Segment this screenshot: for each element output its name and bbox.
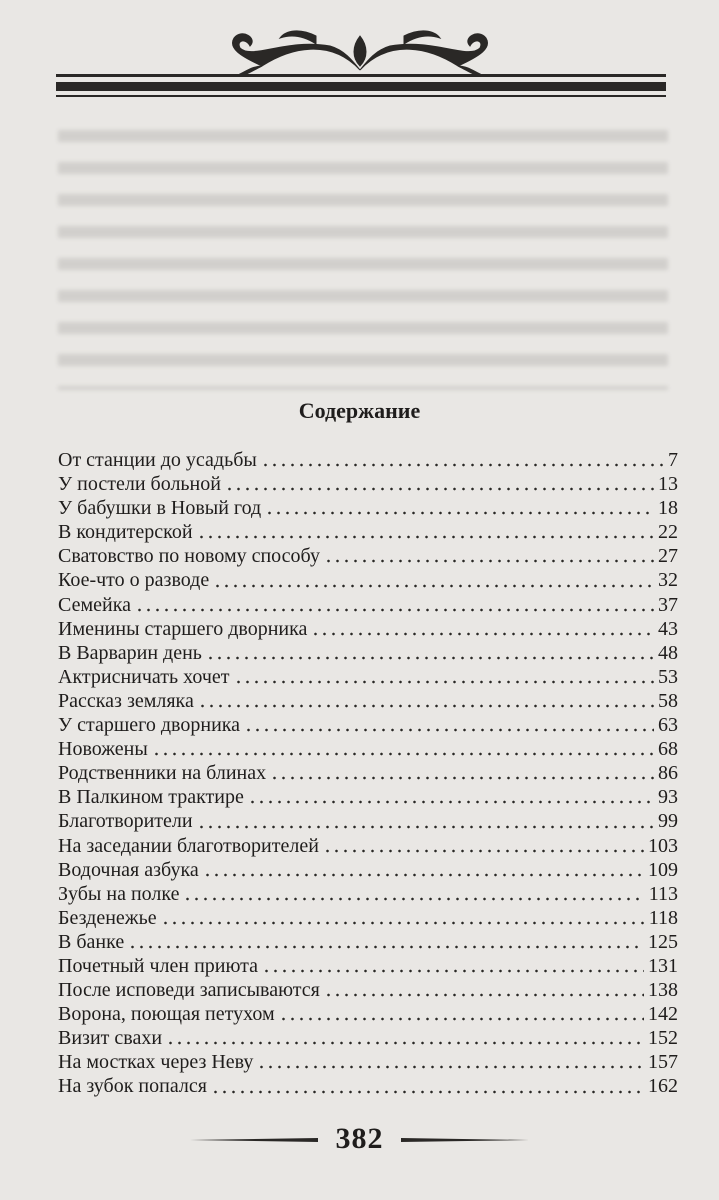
toc-entry-title: Сватовство по новому способу: [58, 545, 320, 568]
toc-entry: [58, 448, 678, 472]
dot-leader: [324, 559, 654, 563]
toc-entry: [58, 472, 678, 496]
dot-leader: [183, 897, 644, 901]
toc-entry-title: Водочная азбука: [58, 858, 199, 881]
toc-entry-title: Семейка: [58, 593, 131, 616]
dot-leader: [244, 728, 654, 732]
table-of-contents: [58, 448, 678, 1099]
toc-entry-page: 48: [658, 641, 678, 664]
toc-entry-page: 138: [648, 979, 678, 1002]
page-number-footer: [0, 1120, 719, 1160]
toc-entry: [58, 737, 678, 761]
toc-entry-title: Актрисничать хочет: [58, 665, 230, 688]
toc-entry: [58, 954, 678, 978]
toc-entry-title: На зубок попался: [58, 1075, 207, 1098]
dot-leader: [234, 680, 654, 684]
dot-leader: [197, 535, 654, 539]
dot-leader: [324, 993, 644, 997]
toc-entry-title: На заседании благотворителей: [58, 834, 319, 857]
toc-entry-page: 162: [648, 1075, 678, 1098]
toc-entry-title: У старшего дворника: [58, 714, 241, 737]
toc-entry: [58, 930, 678, 954]
toc-entry-page: 109: [648, 858, 678, 881]
toc-entry: [58, 713, 678, 737]
toc-entry: [58, 665, 678, 689]
toc-entry-title: После исповеди записываются: [58, 979, 320, 1002]
toc-entry-page: 53: [658, 665, 678, 688]
toc-entry-title: Рассказ земляка: [58, 689, 194, 712]
toc-entry: [58, 978, 678, 1002]
toc-entry-page: 63: [658, 714, 678, 737]
toc-entry-page: 118: [648, 906, 678, 929]
toc-entry-title: На мостках через Неву: [58, 1051, 254, 1074]
toc-entry-title: В кондитерской: [58, 521, 193, 544]
toc-entry: [58, 1074, 678, 1098]
toc-entry-page: 152: [648, 1027, 678, 1050]
toc-entry: [58, 906, 678, 930]
toc-entry-page: 43: [658, 617, 678, 640]
toc-entry-page: 32: [658, 569, 678, 592]
toc-entry-page: 113: [648, 882, 678, 905]
dot-leader: [261, 463, 664, 467]
page-number: 382: [335, 1122, 384, 1155]
dot-leader: [279, 1017, 644, 1021]
dot-leader: [197, 825, 654, 829]
dot-leader: [198, 704, 654, 708]
toc-entry-title: Благотворители: [58, 810, 193, 833]
toc-entry-page: 58: [658, 689, 678, 712]
toc-entry-title: В Палкином трактире: [58, 786, 244, 809]
toc-entry: [58, 809, 678, 833]
toc-entry-page: 131: [648, 954, 678, 977]
show-through-text: [58, 120, 668, 390]
dot-leader: [135, 608, 654, 612]
toc-entry-page: 99: [658, 810, 678, 833]
toc-entry-page: 27: [658, 545, 678, 568]
dot-leader: [311, 632, 654, 636]
toc-entry-page: 68: [658, 738, 678, 761]
toc-entry: [58, 544, 678, 568]
toc-entry-title: Ворона, поющая петухом: [58, 1003, 275, 1026]
toc-entry: [58, 1002, 678, 1026]
toc-entry: [58, 834, 678, 858]
toc-entry: [58, 496, 678, 520]
toc-entry-title: Новожены: [58, 738, 148, 761]
dot-leader: [225, 487, 654, 491]
toc-entry-page: 93: [658, 786, 678, 809]
toc-entry: [58, 1050, 678, 1074]
toc-entry-page: 86: [658, 762, 678, 785]
toc-entry-title: В Варварин день: [58, 641, 202, 664]
toc-entry-title: Безденежье: [58, 906, 157, 929]
toc-entry-page: 18: [658, 497, 678, 520]
dot-leader: [213, 584, 654, 588]
dot-leader: [262, 969, 644, 973]
toc-entry: [58, 568, 678, 592]
toc-entry-page: 125: [648, 930, 678, 953]
toc-entry: [58, 1026, 678, 1050]
toc-entry-title: Именины старшего дворника: [58, 617, 308, 640]
toc-entry-title: В банке: [58, 930, 125, 953]
toc-entry: [58, 785, 678, 809]
toc-entry: [58, 882, 678, 906]
dot-leader: [161, 921, 645, 925]
dot-leader: [265, 511, 654, 515]
toc-entry-title: Почетный член приюта: [58, 954, 259, 977]
toc-entry-page: 142: [648, 1003, 678, 1026]
dot-leader: [203, 873, 644, 877]
toc-entry: [58, 761, 678, 785]
dot-leader: [206, 656, 654, 660]
toc-entry-title: Визит свахи: [58, 1027, 163, 1050]
toc-entry-page: 7: [668, 449, 678, 471]
toc-entry-page: 157: [648, 1051, 678, 1074]
toc-entry-title: У бабушки в Новый год: [58, 497, 262, 520]
dot-leader: [128, 945, 644, 949]
toc-entry: [58, 617, 678, 641]
toc-entry: [58, 858, 678, 882]
toc-entry-title: Родственники на блинах: [58, 762, 267, 785]
toc-entry-page: 103: [648, 834, 678, 857]
toc-heading: Содержание: [298, 398, 421, 423]
dot-leader: [270, 776, 654, 780]
dot-leader: [166, 1041, 644, 1045]
toc-entry: [58, 689, 678, 713]
toc-entry-page: 22: [658, 521, 678, 544]
dot-leader: [248, 800, 654, 804]
dot-leader: [211, 1090, 644, 1094]
toc-entry-title: У постели больной: [58, 473, 221, 496]
toc-entry-page: 37: [658, 593, 678, 616]
toc-entry: [58, 593, 678, 617]
dot-leader: [257, 1065, 644, 1069]
toc-entry-title: Кое-что о разводе: [58, 569, 210, 592]
toc-entry: [58, 520, 678, 544]
dot-leader: [323, 849, 644, 853]
toc-entry-page: 13: [658, 473, 678, 496]
toc-entry: [58, 641, 678, 665]
toc-entry-title: Зубы на полке: [58, 882, 180, 905]
dot-leader: [152, 752, 654, 756]
header-ornament-icon: [0, 8, 719, 118]
toc-entry-title: От станции до усадьбы: [58, 449, 257, 471]
